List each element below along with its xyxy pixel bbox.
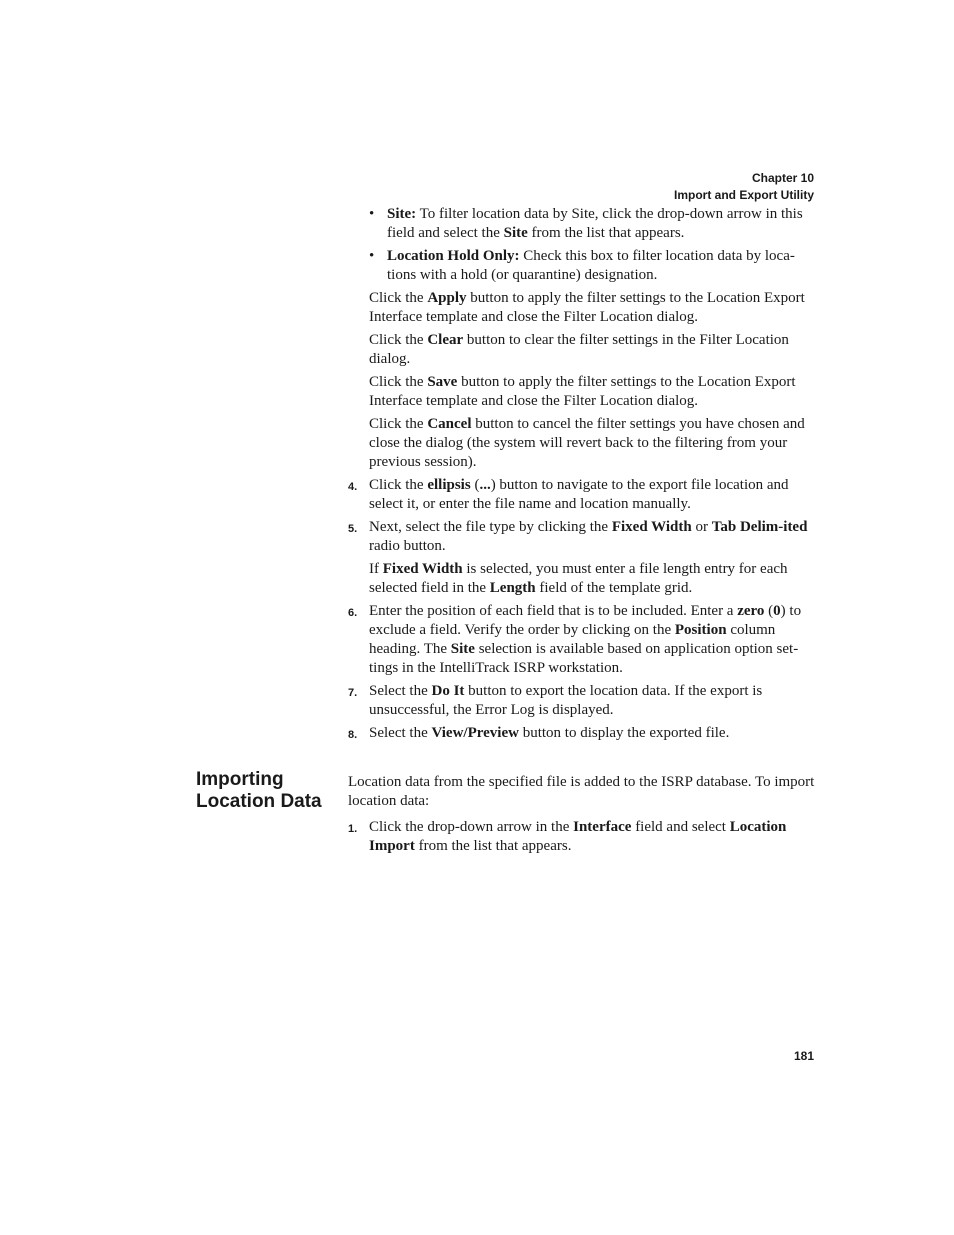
step-number: 4. [348, 481, 358, 493]
section-intro: Location data from the specified file is added to the ISRP database. To import location data: [348, 774, 815, 809]
step-8 [348, 724, 816, 743]
paragraph-clear: Click the Clear button to clear the filter settings in the Filter Location dialog. [369, 332, 789, 367]
step-number: 6. [348, 607, 358, 619]
filter-bullet-list [348, 205, 816, 285]
running-header [674, 170, 814, 204]
chapter-label: Chapter 10 [751, 171, 814, 185]
step-text: Click the drop-down arrow in the Interface field and select Location Import from the list that appears. [369, 819, 787, 854]
section-body [348, 773, 816, 860]
step-text: Select the Do It button to export the location data. If the export is unsuccessful, the Error Log is displayed. [369, 683, 763, 718]
paragraph-save: Click the Save button to apply the filter settings to the Location Export Interface template and close the Filter Location dialog. [369, 374, 796, 409]
page-number: 181 [793, 1049, 814, 1063]
step-number: 1. [348, 823, 358, 835]
chapter-title: Import and Export Utility [673, 188, 814, 202]
import-step-1 [348, 818, 816, 856]
step-7 [348, 682, 816, 720]
paragraph-cancel: Click the Cancel button to cancel the filter settings you have chosen and close the dialog (the system will revert back to the filtering from your previous session). [369, 416, 805, 470]
step-number: 7. [348, 687, 358, 699]
step-text: Select the View/Preview button to display the exported file. [369, 725, 730, 741]
step-text: Next, select the file type by clicking the Fixed Width or Tab Delim-ited radio button. [369, 519, 808, 554]
paragraph-apply: Click the Apply button to apply the filter settings to the Location Export Interface template and close the Filter Location dialog. [369, 290, 805, 325]
bullet-text: Check this box to filter location data by loca-tions with a hold (or quarantine) designation. [387, 248, 795, 283]
step-text: Enter the position of each field that is to be included. Enter a zero (0) to exclude a field. Verify the order by clicking on the Position column heading. The Site selection is available based on application option set-tings in the IntelliTrack ISRP workstation. [369, 603, 802, 676]
bullet-item-location-hold [348, 247, 816, 285]
step-5 [348, 518, 816, 556]
bullet-text: To filter location data by Site, click the drop-down arrow in this field and select the Site from the list that appears. [387, 206, 803, 241]
step-6 [348, 602, 816, 678]
step-4 [348, 476, 816, 514]
bullet-label: Location Hold Only: [387, 248, 520, 264]
section-heading [196, 769, 322, 813]
main-content [348, 205, 816, 747]
step-text: Click the ellipsis (...) button to navigate to the export file location and select it, or enter the file name and location manually. [369, 477, 789, 512]
bullet-item-site [348, 205, 816, 243]
bullet-icon: • [369, 248, 375, 264]
section-title-line1: Importing [196, 769, 284, 790]
bullet-label: Site: [387, 206, 417, 222]
section-title-line2: Location Data [196, 791, 322, 812]
step-5-note: If Fixed Width is selected, you must enter a file length entry for each selected field in the Length field of the template grid. [369, 561, 788, 596]
step-number: 8. [348, 729, 358, 741]
bullet-icon: • [369, 206, 375, 222]
step-number: 5. [348, 523, 358, 535]
